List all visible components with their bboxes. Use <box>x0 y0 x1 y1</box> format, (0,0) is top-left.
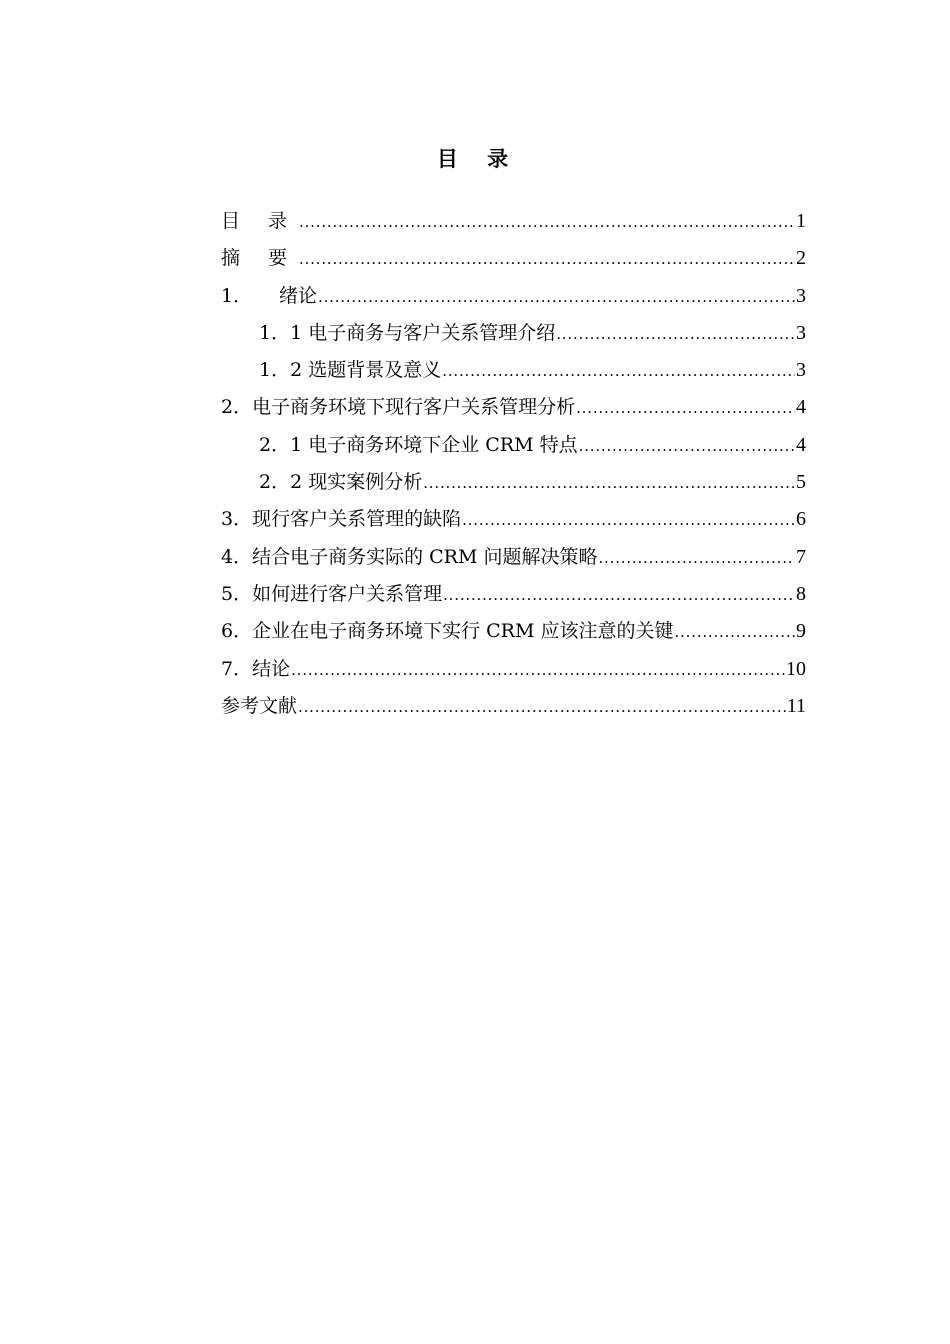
toc-entry-page: 8 <box>796 582 806 605</box>
toc-entry[interactable] <box>221 389 806 426</box>
toc-entry-number: 1． <box>221 284 253 307</box>
toc-entry-label: 参考文献 <box>221 694 298 717</box>
toc-entry-label: 2 选题背景及意义 <box>290 359 442 382</box>
toc-entry-label: 1 电子商务与客户关系管理介绍 <box>290 321 556 344</box>
dot-leader <box>598 540 795 577</box>
toc-entry-page: 7 <box>796 545 806 568</box>
toc-entry[interactable] <box>221 501 806 538</box>
toc-entry-page: 2 <box>796 247 806 270</box>
toc-entry-page: 6 <box>796 508 806 531</box>
toc-entry-page: 11 <box>786 694 806 717</box>
dot-leader <box>674 614 795 651</box>
toc-entry-label: 1 电子商务环境下企业 CRM 特点 <box>290 433 578 456</box>
toc-entry-label: 目 录 <box>221 210 299 232</box>
toc-entry[interactable] <box>221 427 806 464</box>
table-of-contents <box>221 203 806 725</box>
toc-entry[interactable] <box>221 539 806 576</box>
toc-entry-page: 4 <box>796 396 806 419</box>
toc-entry-label: 结论 <box>252 657 291 680</box>
toc-entry-page: 3 <box>796 321 806 344</box>
dot-leader <box>298 689 786 726</box>
toc-entry-page: 9 <box>796 620 806 643</box>
toc-entry-number: 2． <box>259 471 291 494</box>
dot-leader <box>579 428 795 465</box>
toc-title: 目 录 <box>436 147 520 171</box>
toc-entry[interactable] <box>221 688 806 725</box>
toc-entry[interactable] <box>221 203 806 240</box>
toc-entry[interactable] <box>221 352 806 389</box>
toc-entry-page: 4 <box>796 433 806 456</box>
dot-leader <box>556 316 795 353</box>
dot-leader <box>291 652 785 689</box>
toc-entry-label: 摘 要 <box>221 247 299 270</box>
toc-entry-page: 3 <box>796 284 806 307</box>
toc-entry[interactable] <box>221 240 806 277</box>
toc-entry-label: 绪论 <box>279 284 318 307</box>
toc-entry-number: 4． <box>221 545 253 568</box>
toc-entry[interactable] <box>221 651 806 688</box>
dot-leader <box>423 465 795 502</box>
dot-leader <box>442 353 795 390</box>
toc-entry-number: 1． <box>259 359 291 382</box>
toc-entry[interactable] <box>221 576 806 613</box>
toc-entry-label: 结合电子商务实际的 CRM 问题解决策略 <box>252 545 598 568</box>
dot-leader <box>318 279 795 316</box>
toc-entry-number: 5． <box>221 582 253 605</box>
toc-entry[interactable] <box>221 315 806 352</box>
toc-entry-label: 如何进行客户关系管理 <box>252 582 443 605</box>
dot-leader <box>299 241 795 278</box>
toc-entry-label: 电子商务环境下现行客户关系管理分析 <box>252 396 576 419</box>
toc-entry[interactable] <box>221 278 806 315</box>
toc-entry-label: 现行客户关系管理的缺陷 <box>252 508 462 531</box>
toc-entry-number: 1． <box>259 321 291 344</box>
toc-entry-page: 5 <box>796 471 806 494</box>
toc-entry-number: 3． <box>221 508 253 531</box>
toc-entry-number: 2． <box>221 396 253 419</box>
toc-entry-number: 6． <box>221 620 253 643</box>
toc-entry-page: 3 <box>796 359 806 382</box>
toc-entry-label: 企业在电子商务环境下实行 CRM 应该注意的关键 <box>252 620 674 643</box>
toc-entry-number: 7． <box>221 657 253 680</box>
dot-leader <box>299 204 795 241</box>
toc-entry-label: 2 现实案例分析 <box>290 471 423 494</box>
toc-entry-page: 10 <box>786 657 806 680</box>
toc-entry[interactable] <box>221 613 806 650</box>
dot-leader <box>576 390 795 427</box>
toc-entry[interactable] <box>221 464 806 501</box>
toc-entry-number: 2． <box>259 433 291 456</box>
dot-leader <box>462 502 795 539</box>
dot-leader <box>443 577 795 614</box>
toc-entry-page: 1 <box>796 210 806 232</box>
